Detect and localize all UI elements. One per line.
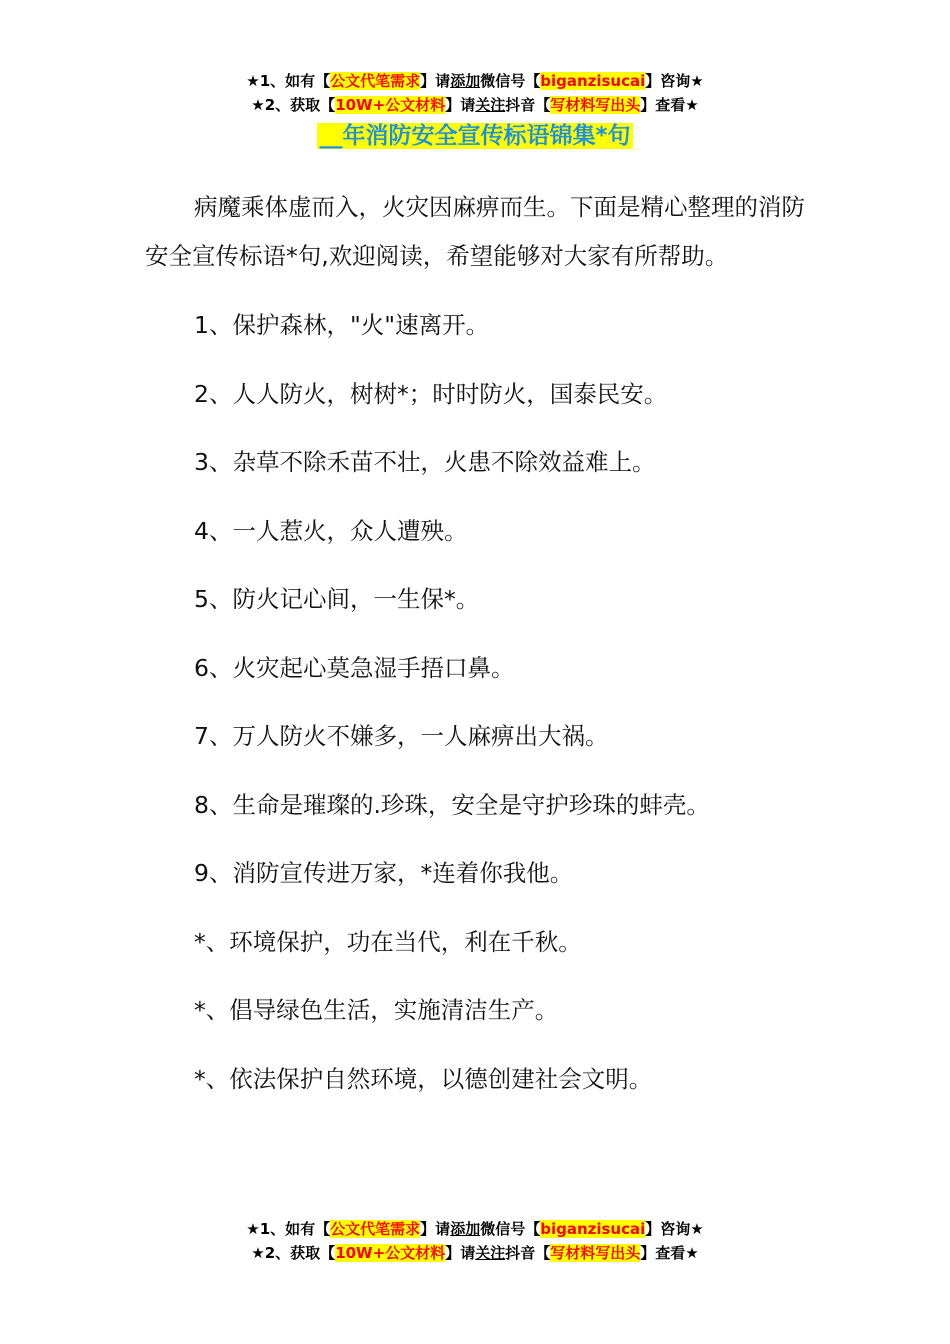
banner-text: 】请 [420,1220,451,1238]
banner-highlight: 10W+公文材料 [335,1244,446,1262]
banner-text: ★1、如有【 [246,72,331,90]
banner-underlined: 添加 [450,1220,481,1238]
banner-text: 】咨询★ [645,72,704,90]
banner-text: 】咨询★ [645,1220,704,1238]
list-item: 1、保护森林，"火"速离开。 [194,311,490,339]
banner-text: 】请 [445,96,476,114]
banner-douyin-id: 写材料写出头 [550,1244,641,1262]
document-title [0,118,950,154]
header-banner [0,69,950,117]
list-item: 4、一人惹火，众人遭殃。 [194,516,468,545]
list-item: *、倡导绿色生活，实施清洁生产。 [194,996,559,1024]
list-item: 3、杂草不除禾苗不壮，火患不除效益难上。 [194,448,656,476]
banner-text: 微信号【 [480,72,541,90]
document-body [145,183,805,1123]
banner-highlight: 公文代笔需求 [330,72,421,90]
banner-text: ★1、如有【 [246,1220,331,1238]
banner-text: 抖音【 [505,96,551,114]
intro-paragraph: 病魔乘体虚而入，火灾因麻痹而生。下面是精心整理的消防安全宣传标语*句,欢迎阅读，希望能够对大家有所帮助。 [145,193,805,270]
banner-underlined: 关注 [475,1244,506,1262]
banner-text: 抖音【 [505,1244,551,1262]
banner-line-2 [0,93,950,117]
banner-text: 】查看★ [640,1244,699,1262]
list-item: *、环境保护，功在当代，利在千秋。 [194,927,582,956]
list-item: 2、人人防火，树树*；时时防火，国泰民安。 [194,379,668,408]
banner-text: ★2、获取【 [251,96,336,114]
banner-text: 微信号【 [480,1220,541,1238]
list-item: 5、防火记心间，一生保*。 [194,585,480,613]
banner-wechat-id: biganzisucai [540,1220,646,1238]
slogan-list [145,301,805,1104]
banner-line-2 [0,1241,950,1265]
footer-banner [0,1217,950,1265]
banner-text: 】请 [420,72,451,90]
banner-underlined: 添加 [450,72,481,90]
banner-text: 】查看★ [640,96,699,114]
banner-highlight: 公文代笔需求 [330,1220,421,1238]
banner-text: 】请 [445,1244,476,1262]
list-item: *、依法保护自然环境，以德创建社会文明。 [194,1064,653,1093]
banner-douyin-id: 写材料写出头 [550,96,641,114]
banner-wechat-id: biganzisucai [540,72,646,90]
list-item: 7、万人防火不嫌多，一人麻痹出大祸。 [194,722,609,750]
banner-text: ★2、获取【 [251,1244,336,1262]
banner-line-1 [0,69,950,93]
banner-line-1 [0,1217,950,1241]
list-item: 9、消防宣传进万家，*连着你我他。 [194,859,574,887]
banner-highlight: 10W+公文材料 [335,96,446,114]
list-item: 6、火灾起心莫急湿手捂口鼻。 [194,653,515,682]
document-title-text: __年消防安全宣传标语锦集*句 [319,123,631,149]
list-item: 8、生命是璀璨的.珍珠，安全是守护珍珠的蚌壳。 [194,790,710,819]
banner-underlined: 关注 [475,96,506,114]
